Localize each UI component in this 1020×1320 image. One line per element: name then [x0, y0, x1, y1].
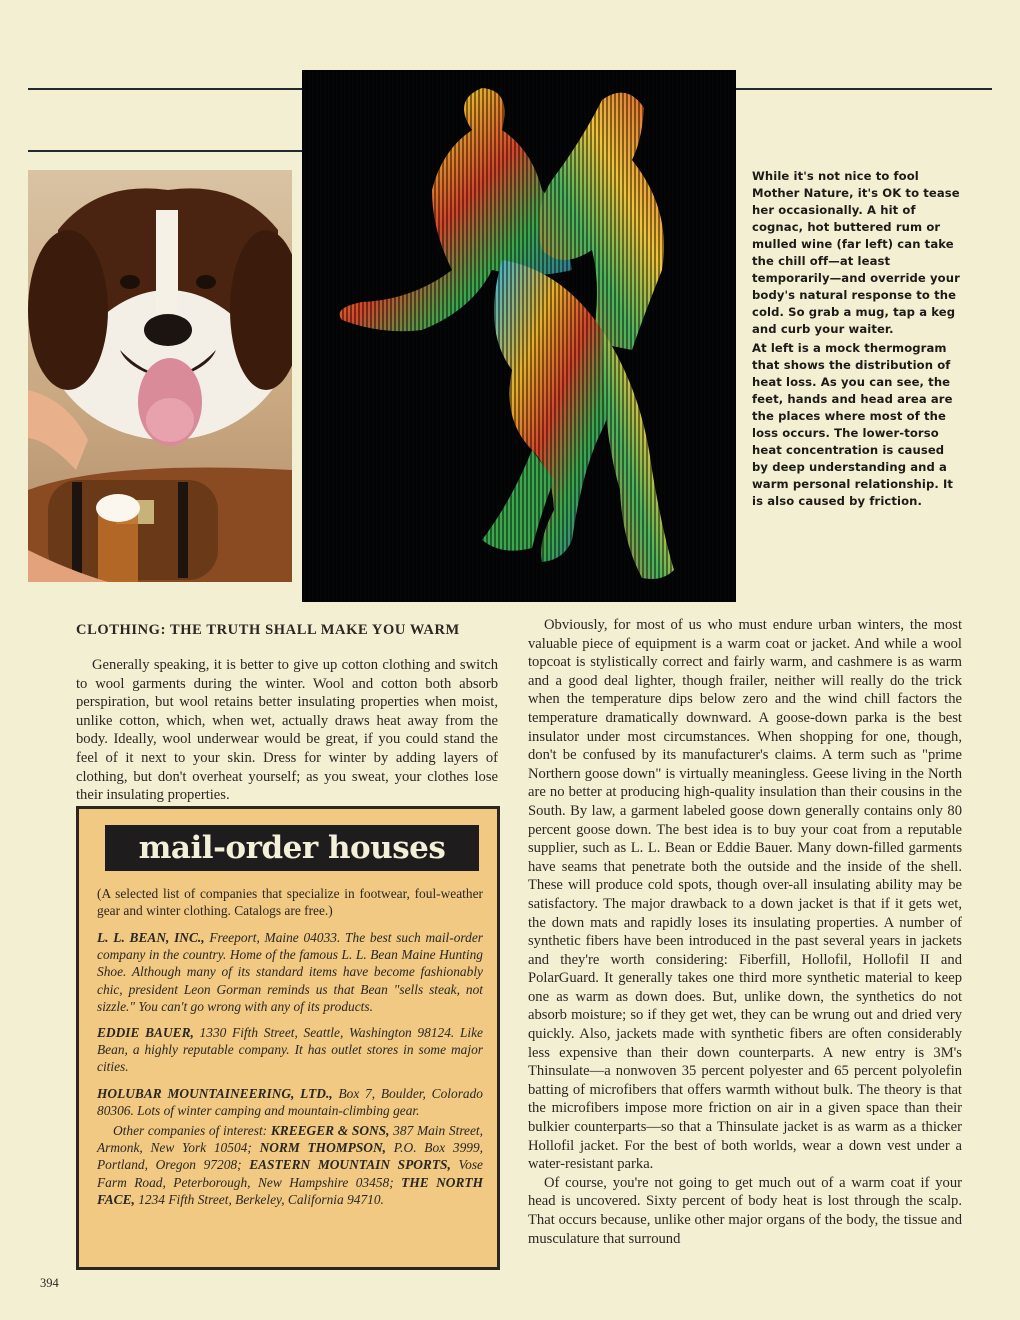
- listing-text: Box 7, Boulder, Colorado 80306. Lots of winter camping and mountain-climbing gear.: [97, 1085, 483, 1118]
- other-intro: Other companies of interest:: [113, 1123, 271, 1139]
- listing-other-companies: [97, 1122, 483, 1208]
- listing-text: 387 Main Street, Armonk, New York 10504;: [97, 1123, 483, 1156]
- section-heading: CLOTHING: THE TRUTH SHALL MAKE YOU WARM: [76, 622, 460, 638]
- listing-text: 1234 Fifth Street, Berkeley, California 94710.: [134, 1191, 384, 1207]
- left-rule: [28, 150, 302, 152]
- mail-order-intro: (A selected list of companies that specialize in footwear, foul-weather gear and winter clothing. Catalogs are free.): [97, 886, 483, 918]
- photo-caption-2: At left is a mock thermogram that shows the distribution of heat loss. As you can see, the feet, hands and head area are the places where most of the loss occurs. The lower-torso heat concentration is caused by deep understanding and a warm personal relationship. It is also caused by friction.: [752, 341, 954, 508]
- listing-eddie-bauer: [97, 1024, 483, 1076]
- listing-ll-bean: [97, 929, 483, 1015]
- listing-name: EASTERN MOUNTAIN SPORTS,: [249, 1157, 451, 1173]
- page-number: 394: [40, 1276, 59, 1290]
- listing-name: NORM THOMPSON,: [259, 1140, 386, 1156]
- saint-bernard-photo: [28, 170, 292, 582]
- listing-name: THE NORTH FACE,: [97, 1174, 483, 1207]
- right-column: [528, 616, 962, 1248]
- listing-text: Vose Farm Road, Peterborough, New Hampshire 03458;: [97, 1157, 483, 1190]
- clothing-paragraph: Generally speaking, it is better to give up cotton clothing and switch to wool garments during the winter. Wool and cotton both absorb perspiration, but wool retains better insulating properties when moist, unlike cotton, which, when wet, actually draws heat away from the body. Ideally, wool underwear would be great, if you could stand the feel of it next to your skin. Dress for winter by adding layers of clothing, but don't overheat yourself; as you sweat, your clothes lose their insulating properties.: [76, 657, 498, 804]
- listing-name: KREEGER & SONS,: [270, 1123, 390, 1139]
- listing-holubar: [97, 1085, 483, 1119]
- listing-name: EDDIE BAUER,: [97, 1025, 194, 1041]
- thermogram-image: [302, 70, 736, 602]
- listing-text: P.O. Box 3999, Portland, Oregon 97208;: [97, 1140, 483, 1173]
- listing-name: L. L. BEAN, INC.,: [97, 930, 205, 945]
- coat-paragraph: Obviously, for most of us who must endure urban winters, the most valuable piece of equipment is a warm coat or jacket. And while a wool topcoat is stylistically correct and fairly warm, and cashmere is as warm and a good deal lighter, though frailer, neither will really do the trick when the temperature dips below zero and the wind chill factors the temperature dramatically downward. A goose-down parka is the best insulator under most circumstances. When shopping for one, though, don't be confused by its manufacturer's claims. A term such as "prime Northern goose down" is virtually meaningless. Geese living in the North are no better at producing high-quality insulation than their cousins in the South. By law, a garment labeled goose down generally contains only 80 percent goose down. The best idea is to buy your coat from a reputable supplier, such as L. L. Bean or Eddie Bauer. Many down-filled garments have seams that penetrate both the outside and the inside of the shell. These will produce cold spots, though over-all insulating ability may be satisfactory. The major drawback to a down jacket is that if it gets wet, the down mats and rapidly loses its insulating properties. A number of synthetic fibers have been introduced in the past several years in jackets and they're worth considering: Fiberfill, Hollofil, Hollofil II and PolarGuard. It generally takes one third more synthetic material to keep one as warm as down does. But, unlike down, the synthetics do not absorb moisture; so if they get wet, they can be wrung out and dried very quickly. Also, jackets made with synthetic fibers are often considerably less expensive than their down counterparts. A new entry is 3M's Thinsulate—a nonwoven 35 percent polyester and 65 percent polyolefin batting of microfibers that offers warmth without bulk. The theory is that the microfibers impose more friction on air in a given space than their bulkier counterparts—so that a Thinsulate jacket is as warm as a thicker Hollofil jacket. For the best of both worlds, wear a down vest under a water-resistant parka.: [528, 617, 962, 1173]
- listing-text: 1330 Fifth Street, Seattle, Washington 98124. Like Bean, a highly reputable company. It has outlet stores in some major cities.: [97, 1025, 483, 1075]
- head-paragraph: Of course, you're not going to get much out of a warm coat if your head is uncovered. Sixty percent of body heat is lost through the scalp. That occurs because, unlike other major organs of the body, the tissue and musculature that surround: [528, 1174, 962, 1247]
- listing-name: HOLUBAR MOUNTAINEERING, LTD.,: [97, 1085, 333, 1101]
- mail-order-sidebar: [76, 806, 500, 1270]
- photo-caption-1: While it's not nice to fool Mother Nature, it's OK to tease her occasionally. A hit of cognac, hot buttered rum or mulled wine (far left) can take the chill off—at least temporarily—and override your body's natural response to the cold. So grab a mug, tap a keg and curb your waiter.: [752, 169, 960, 336]
- mail-order-title: mail-order houses: [105, 825, 479, 871]
- listing-text: Freeport, Maine 04033. The best such mail-order company in the country. Home of the famous L. L. Bean Maine Hunting Shoe. Although many of its standard items have become fashionably chic, president Leon Gorman reminds us that Bean "sells steak, not sizzle." You can't go wrong with any of its products.: [97, 930, 483, 1014]
